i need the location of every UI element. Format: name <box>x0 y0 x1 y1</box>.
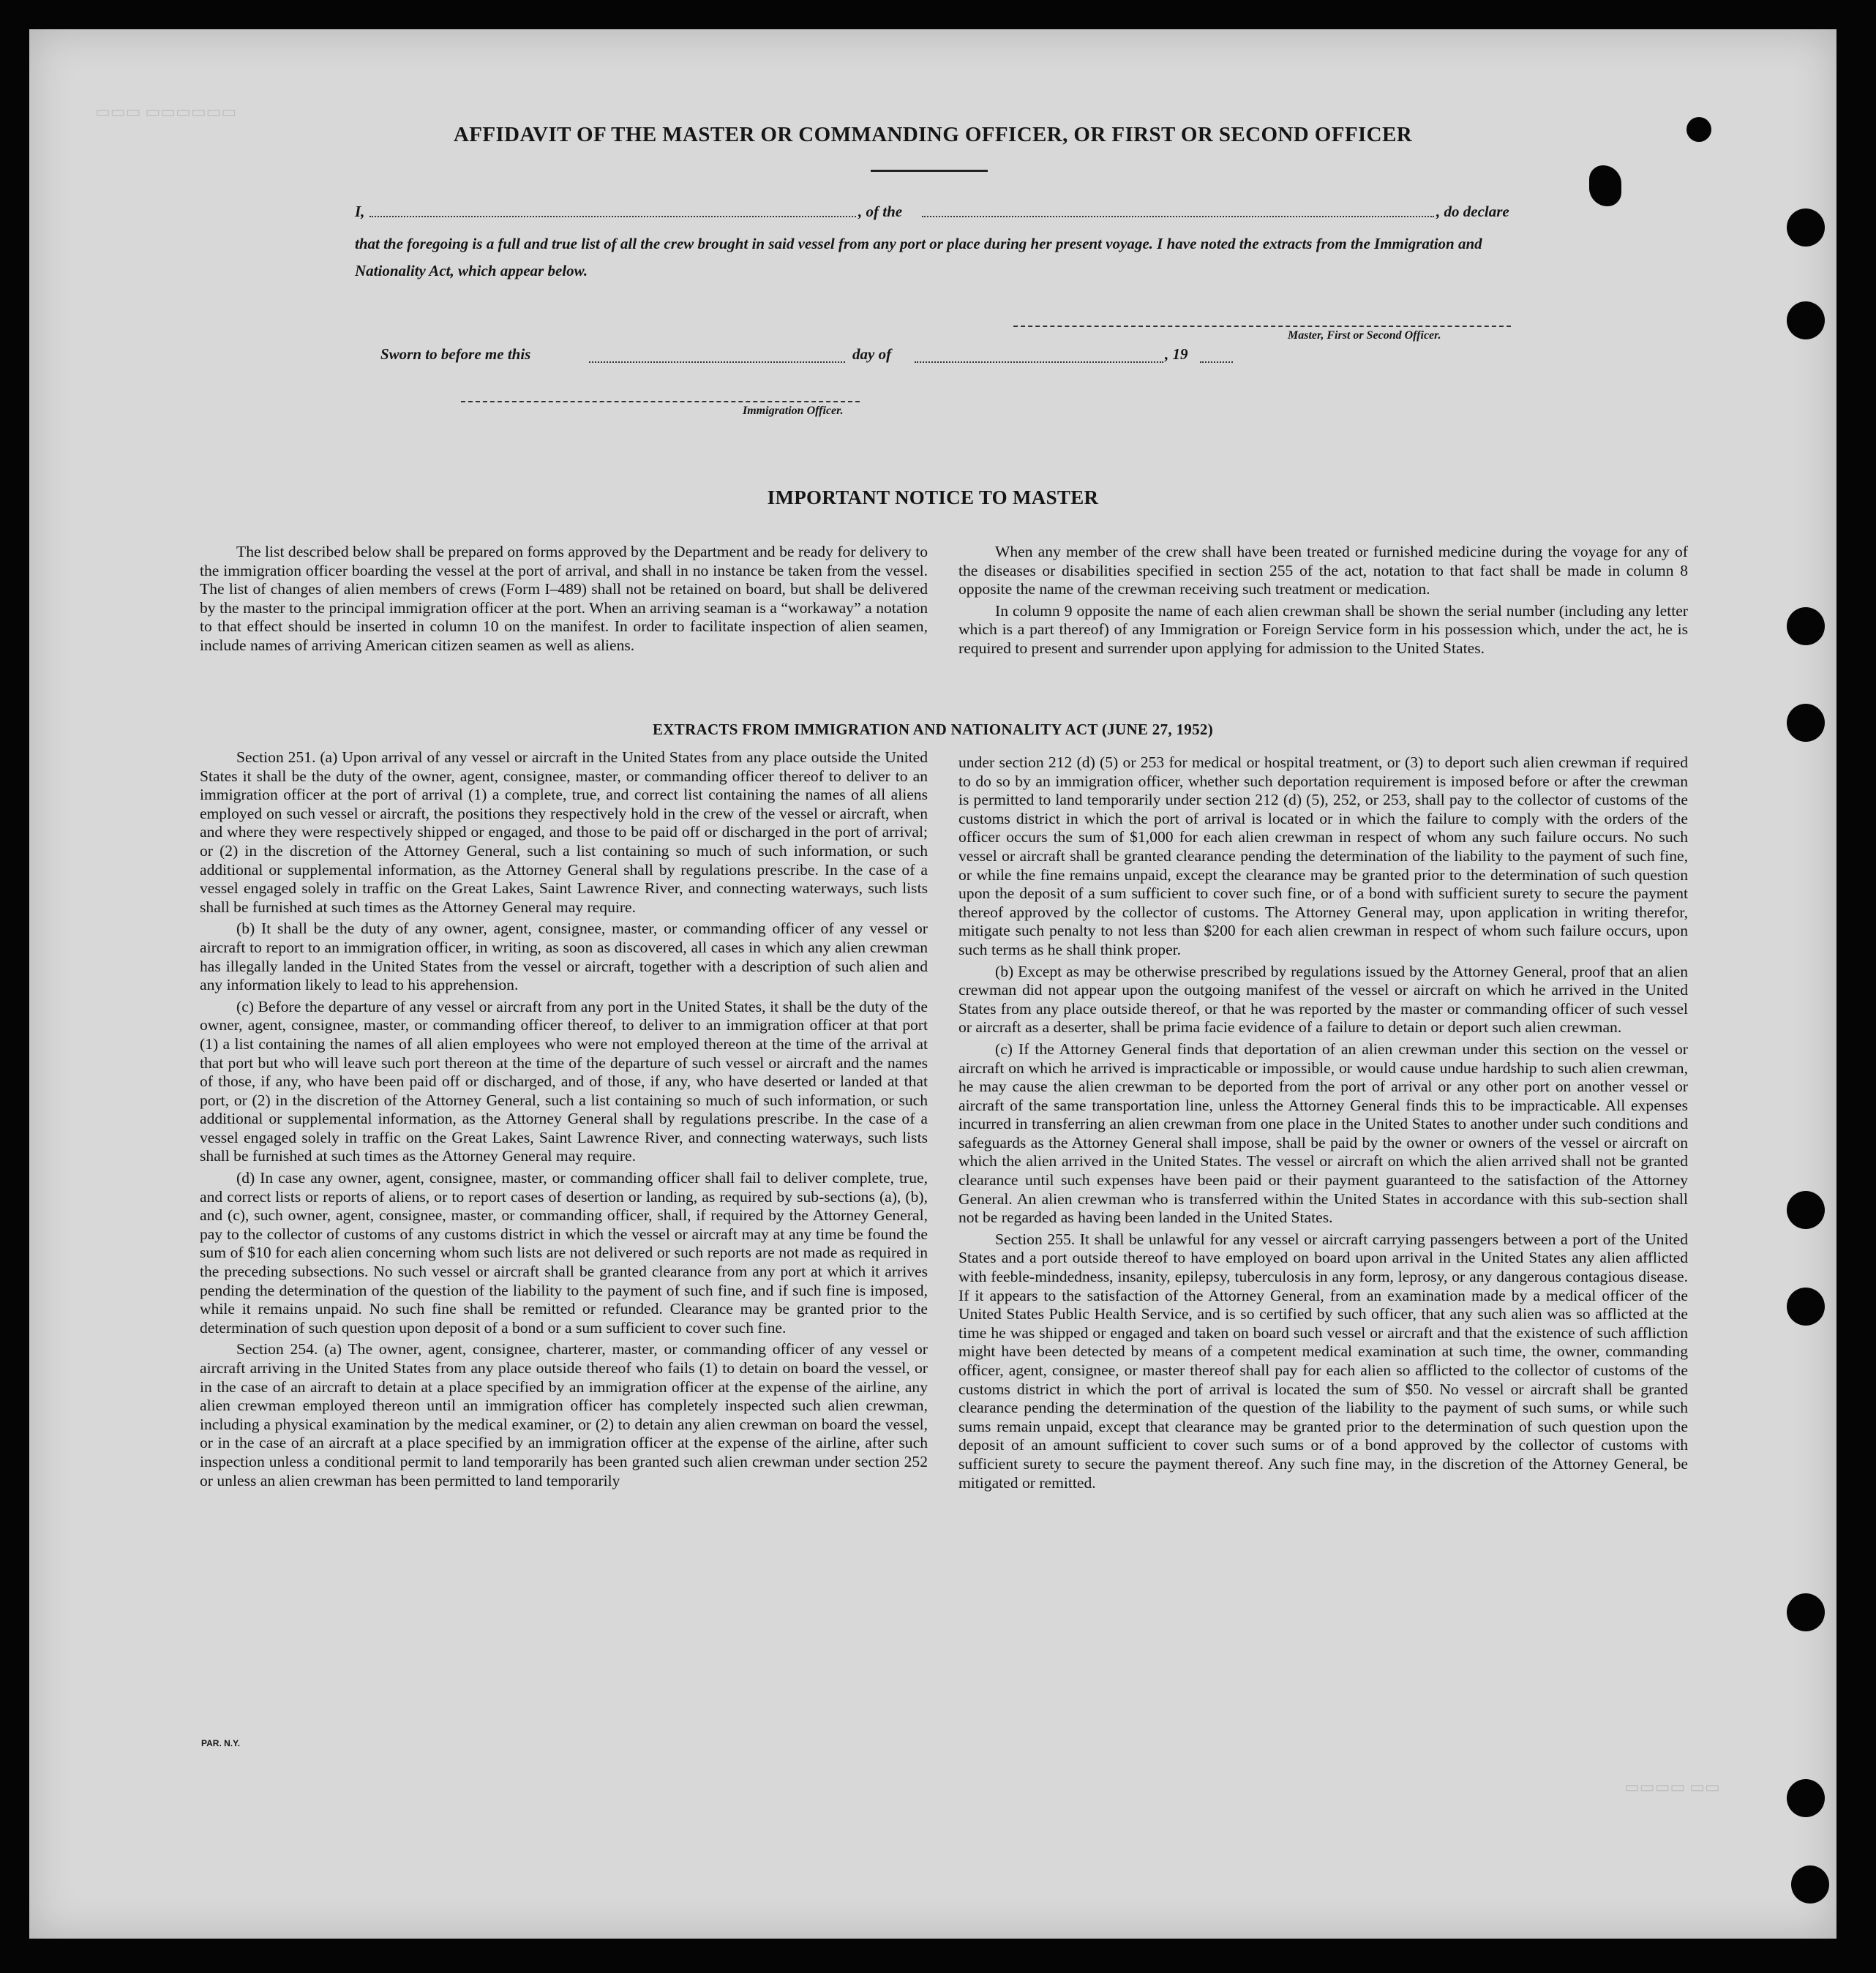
extract-paragraph: (c) Before the departure of any vessel or aircraft from any port in the United States, it shall be the duty of the owner, agent, consignee, master, or commanding officer thereof, to deliver to an immigration officer at that port (1) a list containing the names of all alien employees who were not employed thereon at the time of the arrival at that port but who will leave such port thereon at the time of the departure of such vessel or aircraft and the names of those, if any, who have been paid off or discharged, and of those, if any, who have deserted or landed at that port, or (2) in the discretion of the Attorney General, such a list containing so much of such information, or such additional or supplemental information, as the Attorney General shall by regulations prescribe. In the case of a vessel engaged solely in traffic on the Great Lakes, Saint Lawrence River, and connecting waterways, such lists shall be furnished at such times as the Attorney General may require. <box>200 997 928 1165</box>
bleed-through-mark: ▭▭▭▭ ▭▭ <box>1624 1778 1720 1796</box>
notice-paragraph: When any member of the crew shall have been treated or furnished medicine during the voyage for any of the diseases or disabilities specified in section 255 of the act, notation to that fact shall be made in column 8 opposite the name of the crewman receiving such treatment or medication. <box>958 543 1688 598</box>
sworn-month-field[interactable] <box>915 361 1163 363</box>
i-label: I, <box>355 203 365 220</box>
officer-signature-line[interactable] <box>461 401 860 402</box>
extracts-title: EXTRACTS FROM IMMIGRATION AND NATIONALITY ACT (JUNE 27, 1952) <box>653 721 1213 738</box>
notice-title: IMPORTANT NOTICE TO MASTER <box>767 486 1099 508</box>
sworn-day-field[interactable] <box>589 361 845 363</box>
day-of-label: day of <box>852 345 892 363</box>
binder-hole <box>1787 301 1825 339</box>
master-signature-line[interactable] <box>1013 326 1511 327</box>
affidavit-title: AFFIDAVIT OF THE MASTER OR COMMANDING OFFICER, OR FIRST OR SECOND OFFICER <box>453 123 1413 146</box>
of-the-label: , of the <box>858 203 903 220</box>
binder-hole <box>1787 1288 1825 1326</box>
binder-hole <box>1787 1191 1825 1229</box>
binder-hole <box>1787 208 1825 247</box>
extract-paragraph: (b) Except as may be otherwise prescribed by regulations issued by the Attorney General, proof that an alien crewman did not appear upon the outgoing manifest of the vessel or aircraft on which he arrived in the United States from any place outside thereof, or that he was reported by the master or commanding officer of such vessel or aircraft as a deserter, shall be prima facie evidence of a failure to detain or deport such alien crewman. <box>958 962 1688 1037</box>
declaration-text: that the foregoing is a full and true list of all the crew brought in said vessel from any port or place during her present voyage. I have noted the extracts from the Immigration and Nationality Act, which appear below. <box>355 235 1482 279</box>
sworn-year-field[interactable] <box>1200 361 1233 363</box>
extracts-left-column <box>200 748 928 1493</box>
document-page <box>29 29 1836 1939</box>
notice-paragraph: The list described below shall be prepared on forms approved by the Department and be ready for delivery to the immigration officer boarding the vessel at the port of arrival, and shall in no instance be taken from the vessel. The list of changes of alien members of crews (Form I–489) shall not be retained on board, but shall be delivered by the master to the principal immigration officer at the port. When an arriving seaman is a “workaway” a notation to that effect should be inserted in column 10 on the manifest. In order to facilitate inspection of alien seamen, include names of arriving American citizen seamen as well as aliens. <box>200 543 928 654</box>
bleed-through-mark: ▭▭▭ ▭▭▭▭▭▭ <box>95 102 237 121</box>
year-label: , 19 <box>1165 345 1188 363</box>
extract-paragraph: Section 251. (a) Upon arrival of any vessel or aircraft in the United States from any place outside the United States it shall be the duty of the owner, agent, consignee, master, or commanding officer thereof to deliver to an immigration officer at the port of arrival (1) a complete, true, and correct list containing the names of all aliens employed on such vessel or aircraft, the positions they respectively hold in the crew of the vessel or aircraft, when and where they were respectively shipped or engaged, and those to be paid off or discharged in the port of arrival; or (2) in the discretion of the Attorney General, such a list containing so much of such information, or such additional or supplemental information, as the Attorney General shall by regulations prescribe. In the case of a vessel engaged solely in traffic on the Great Lakes, Saint Lawrence River, and connecting waterways, such lists shall be furnished at such times as the Attorney General may require. <box>200 748 928 916</box>
name-field[interactable] <box>369 216 856 217</box>
notice-left-column <box>200 543 928 658</box>
extract-paragraph: Section 254. (a) The owner, agent, consignee, charterer, master, or commanding officer of any vessel or aircraft arriving in the United States from any place outside thereof who fails (1) to detain on board the vessel, or in the case of an aircraft to detain at a place specified by an immigration officer at the expense of the airline, any alien crewman employed thereon until an immigration officer has completely inspected such alien crewman, including a physical examination by the medical examiner, or (2) to detain any alien crewman on board the vessel, or in the case of an aircraft at a place specified by an immigration officer at the expense of the airline, after such inspection unless a conditional permit to land temporarily has been granted such alien crewman under section 252 or unless an alien crewman has been permitted to land temporarily <box>200 1340 928 1489</box>
title-rule <box>871 170 988 172</box>
binder-hole <box>1791 1865 1829 1904</box>
binder-hole <box>1787 1779 1825 1817</box>
printer-mark: PAR. N.Y. <box>201 1738 241 1748</box>
declaration-line <box>355 200 1555 229</box>
notice-paragraph: In column 9 opposite the name of each alien crewman shall be shown the serial number (including any letter which is a part thereof) of any Immigration or Foreign Service form in his possession which, under the act, he is required to present and surrender upon applying for admission to the United States. <box>958 601 1688 657</box>
notice-right-column <box>958 543 1688 661</box>
master-signature-caption: Master, First or Second Officer. <box>1288 329 1441 342</box>
binder-hole <box>1787 607 1825 645</box>
extract-paragraph: Section 255. It shall be unlawful for any vessel or aircraft carrying passengers between a port of the United States and a port outside thereof to have employed on board upon arrival in the United States any alien afflicted with feeble-mindedness, insanity, epilepsy, tuberculosis in any form, leprosy, or any dangerous contagious disease. If it appears to the satisfaction of the Attorney General, from an examination made by a medical officer of the United States Public Health Service, and is so certified by such officer, that any such alien was so afflicted at the time he was shipped or engaged and taken on board such vessel or aircraft and that the existence of such affliction might have been detected by means of a competent medical examination at such time, the owner, commanding officer, agent, consignee, or master thereof shall pay for each alien so afflicted to the collector of customs of the customs district in which the port of arrival is located the sum of $50. No vessel or aircraft shall be granted clearance pending the determination of the question of the liability to the payment of such sums, or while such sums remain unpaid, except that clearance may be granted prior to the determination of such question upon the deposit of an amount sufficient to cover such sums or of a bond approved by the collector of customs with sufficient surety to secure the payment thereof. Any such fine may, in the discretion of the Attorney General, be mitigated or remitted. <box>958 1230 1688 1492</box>
extract-paragraph: (d) In case any owner, agent, consignee, master, or commanding officer shall fail to deliver complete, true, and correct lists or reports of aliens, or to report cases of desertion or landing, as required by sub-sections (a), (b), and (c), such owner, agent, consignee, master, or commanding officer, shall, if required by the Attorney General, pay to the collector of customs of any customs district in which the vessel or aircraft may at any time be found the sum of $10 for each alien concerning whom such lists are not delivered or such reports are not made as required in the preceding subsections. No such vessel or aircraft shall be granted clearance from any port at which it arrives pending the determination of the question of the liability to the payment of such fine, and if such fine is imposed, while it remains unpaid. No such fine shall be remitted or refunded. Clearance may be granted prior to the determination of such question upon deposit of a bond or a sum sufficient to cover such fine. <box>200 1169 928 1337</box>
extract-paragraph: (b) It shall be the duty of any owner, agent, consignee, master, or commanding officer of any vessel or aircraft to report to an immigration officer, in writing, as soon as discovered, all cases in which any alien crewman has illegally landed in the United States from the vessel or aircraft, together with a description of such alien and any information likely to lead to his apprehension. <box>200 920 928 994</box>
extract-paragraph-continued: under section 212 (d) (5) or 253 for medical or hospital treatment, or (3) to deport such alien crewman if required to do so by an immigration officer, whether such deportation requirement is imposed before or after the crewman is permitted to land temporarily under section 212 (d) (5), 252, or 253, shall pay to the collector of customs of the customs district in which the port of arrival is located or in which the failure to comply with the orders of the officer occurs the sum of $1,000 for each alien crewman in respect of whom any such failure occurs. No such vessel or aircraft shall be granted clearance pending the determination of the liability to the payment of such fine, or while the fine remains unpaid, except the clearance may be granted prior to the determination of such question upon the deposit of a sum sufficient to cover such fine, or of a bond with sufficient surety to secure the payment thereof approved by the collector of customs. The Attorney General may, upon application in writing therefor, mitigate such penalty to not less than $200 for each alien crewman in respect of whom such failure occurs, upon such terms as he shall think proper. <box>958 754 1688 958</box>
binder-hole <box>1787 1593 1825 1631</box>
sworn-label: Sworn to before me this <box>380 345 531 363</box>
do-declare-label: , do declare <box>1436 203 1509 220</box>
extracts-right-column <box>958 754 1688 1495</box>
vessel-field[interactable] <box>922 216 1434 217</box>
ink-blot <box>1589 165 1621 206</box>
extract-paragraph: (c) If the Attorney General finds that deportation of an alien crewman under this section on the vessel or aircraft on which he arrived is impracticable or impossible, or would cause undue hardship to such alien crewman, he may cause the alien crewman to be deported from the port of arrival or any other port on another vessel or aircraft of the same transportation line, unless the Attorney General finds this to be impracticable. All expenses incurred in transferring an alien crewman from one place in the United States to another under such conditions and safeguards as the Attorney General shall impose, shall be paid by the owner or owners of the vessel or aircraft on which the alien arrived in the United States. The vessel or aircraft on which the alien arrived shall not be granted clearance until such expenses have been paid or their payment guaranteed to the satisfaction of the Attorney General. An alien crewman who is transferred within the United States in accordance with this sub-section shall not be regarded as having been landed in the United States. <box>958 1040 1688 1227</box>
officer-signature-caption: Immigration Officer. <box>743 405 844 417</box>
